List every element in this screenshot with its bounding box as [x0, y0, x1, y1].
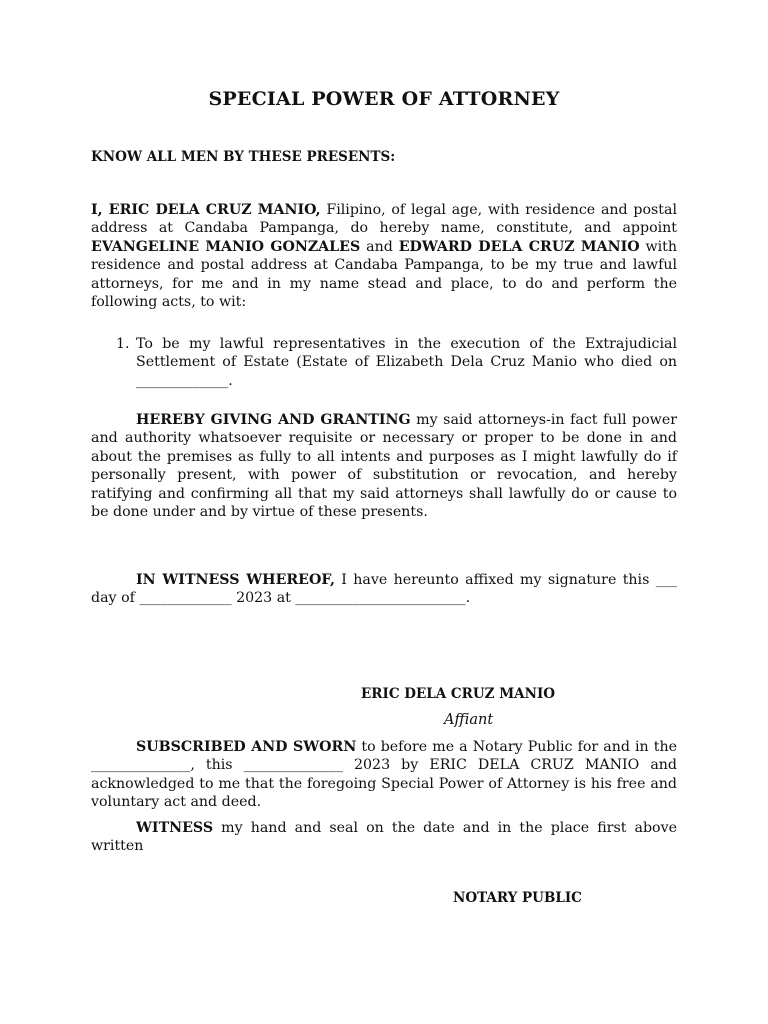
item-text: To be my lawful representatives in the execution of the Extrajudicial Settlement of Estate (Estate of Elizabeth Dela Cruz Manio who died on _____________. — [136, 336, 677, 389]
jurat-text: to before me a Notary Public for and in the ______________, this ______________ 2023 by ERIC DELA CRUZ MANIO and acknowledged to me that the foregoing Special Power of Attorney is his free and voluntary act and deed. — [91, 739, 677, 811]
appointment-text-3: with residence and postal address at Candaba Pampanga, to be my true and lawful attorneys, for me and in my name stead and place, to do and perform the following acts, to wit: — [91, 238, 678, 311]
jurat-lead: SUBSCRIBED AND SWORN — [136, 739, 357, 755]
witness-lead: WITNESS — [136, 820, 214, 836]
appointment-text-1: Filipino, of legal age, with residence and postal address at Candaba Pampanga, do hereby name, constitute, and appoint — [91, 202, 677, 237]
numbered-act-item — [116, 335, 677, 390]
granting-lead: HEREBY GIVING AND GRANTING — [136, 412, 411, 428]
jurat-paragraph — [91, 738, 677, 812]
affiant-name: ERIC DELA CRUZ MANIO — [361, 686, 556, 702]
document-title: SPECIAL POWER OF ATTORNEY — [208, 88, 560, 110]
witness-whereof-text: I have hereunto affixed my signature this ___ day of _____________ 2023 at ________________________. — [91, 572, 677, 607]
item-number: 1. — [116, 336, 130, 352]
principal-name: I, ERIC DELA CRUZ MANIO, — [91, 202, 321, 218]
witness-seal-paragraph — [91, 819, 677, 856]
attorney-1-name: EVANGELINE MANIO GONZALES — [91, 238, 361, 255]
appointment-paragraph — [91, 201, 677, 311]
granting-paragraph — [91, 411, 677, 521]
witness-text: my hand and seal on the date and in the place first above written — [91, 820, 677, 855]
attorney-2-name: EDWARD DELA CRUZ MANIO — [398, 238, 640, 255]
know-all-men-heading: KNOW ALL MEN BY THESE PRESENTS: — [91, 149, 396, 165]
granting-text: my said attorneys-in fact full power and authority whatsoever requisite or necessary or proper to be done in and about the premises as fully to all intents and purposes as I might lawfully do if personally present, with power of substitution or revocation, and hereby ratifying and confirming all that my said attorneys shall lawfully do or cause to be done under and by virtue of these presents. — [91, 412, 677, 521]
notary-public-label: NOTARY PUBLIC — [453, 890, 582, 906]
witness-whereof-paragraph — [91, 571, 677, 608]
affiant-label: Affiant — [444, 712, 494, 728]
appointment-text-2: and — [360, 238, 399, 255]
witness-whereof-lead: IN WITNESS WHEREOF, — [136, 572, 335, 588]
